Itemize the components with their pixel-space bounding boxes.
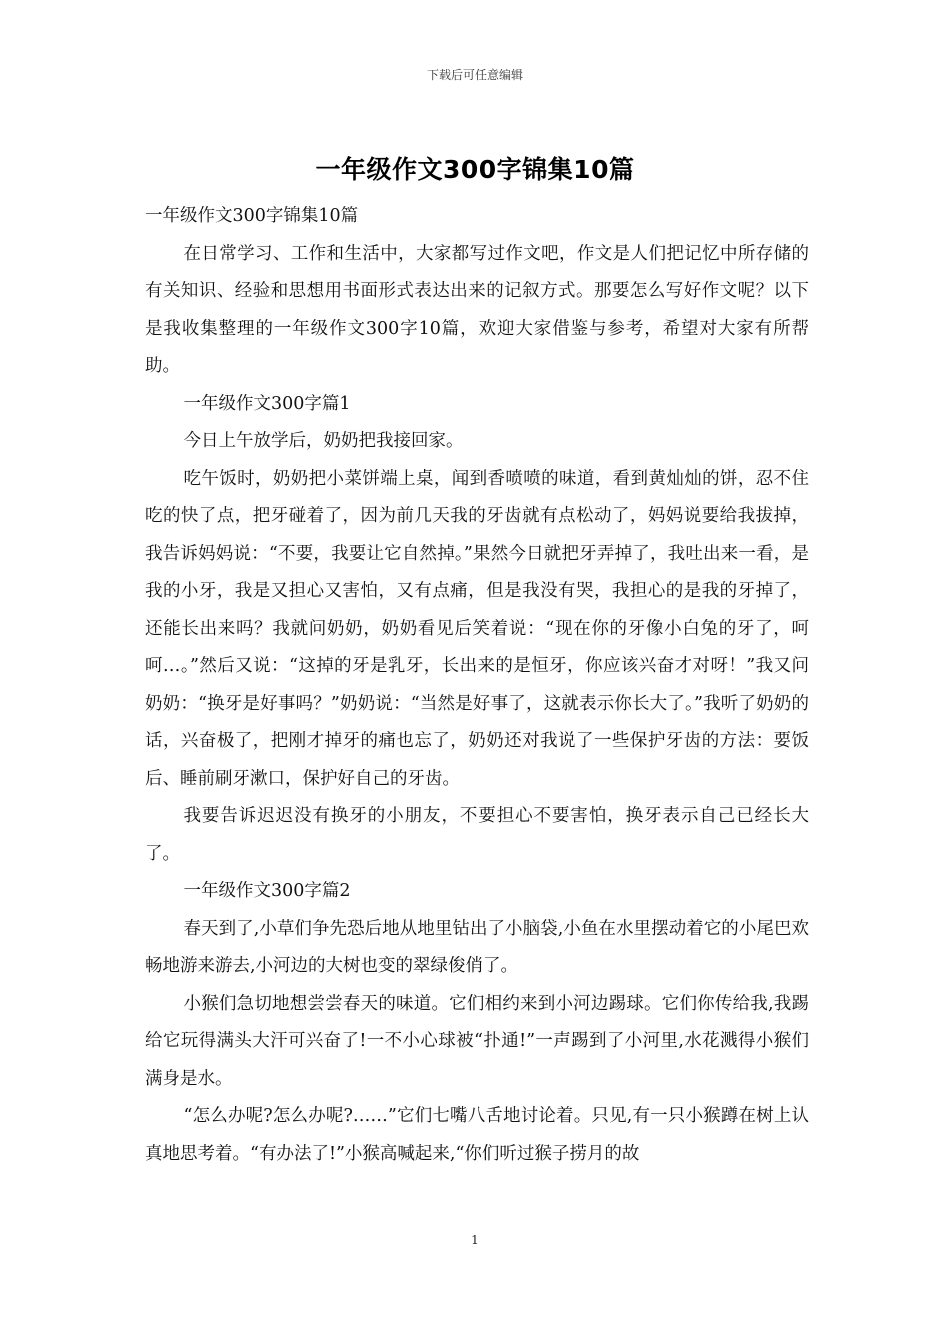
section-heading: 一年级作文300字篇2	[183, 881, 351, 901]
section-heading: 一年级作文300字篇1	[183, 393, 351, 414]
page-header: 下载后可任意编辑	[426, 68, 523, 82]
body-paragraph: 春天到了,小草们争先恐后地从地里钻出了小脑袋,小鱼在水里摆动着它的小尾巴欢畅地游来游去,小河边的大树也变的翠绿俊俏了。	[145, 918, 809, 976]
body-paragraph: 一年级作文300字锦集10篇	[145, 206, 359, 226]
document-body	[145, 198, 809, 1173]
body-paragraph: 在日常学习、工作和生活中，大家都写过作文吧，作文是人们把记忆中所存储的有关知识、经验和思想用书面形式表达出来的记叙方式。那要怎么写好作文呢？以下是我收集整理的一年级作文300字10篇，欢迎大家借鉴与参考，希望对大家有所帮助。	[145, 243, 809, 376]
document-title: 一年级作文300字锦集10篇	[315, 155, 635, 184]
page-number: 1	[471, 1233, 479, 1247]
body-paragraph: 我要告诉迟迟没有换牙的小朋友，不要担心不要害怕，换牙表示自己已经长大了。	[145, 806, 809, 864]
body-paragraph: 小猴们急切地想尝尝春天的味道。它们相约来到小河边踢球。它们你传给我,我踢给它玩得满头大汗可兴奋了!一不小心球被“扑通!”一声踢到了小河里,水花溅得小猴们满身是水。	[145, 993, 809, 1089]
body-paragraph: “怎么办呢?怎么办呢?……”它们七嘴八舌地讨论着。只见,有一只小猴蹲在树上认真地思考着。“有办法了!”小猴高喊起来,“你们听过猴子捞月的故	[145, 1106, 809, 1164]
body-paragraph: 吃午饭时，奶奶把小菜饼端上桌，闻到香喷喷的味道，看到黄灿灿的饼，忍不住吃的快了点，把牙碰着了，因为前几天我的牙齿就有点松动了，妈妈说要给我拔掉，我告诉妈妈说：“不要，我要让它自然掉。”果然今日就把牙弄掉了，我吐出来一看，是我的小牙，我是又担心又害怕，又有点痛，但是我没有哭，我担心的是我的牙掉了，还能长出来吗？我就问奶奶，奶奶看见后笑着说：“现在你的牙像小白兔的牙了，呵呵…。”然后又说：“这掉的牙是乳牙，长出来的是恒牙，你应该兴奋才对呀！”我又问奶奶：“换牙是好事吗？”奶奶说：“当然是好事了，这就表示你长大了。”我听了奶奶的话，兴奋极了，把刚才掉牙的痛也忘了，奶奶还对我说了一些保护牙齿的方法：要饭后、睡前刷牙漱口，保护好自己的牙齿。	[145, 468, 809, 789]
body-paragraph: 今日上午放学后，奶奶把我接回家。	[183, 431, 464, 451]
